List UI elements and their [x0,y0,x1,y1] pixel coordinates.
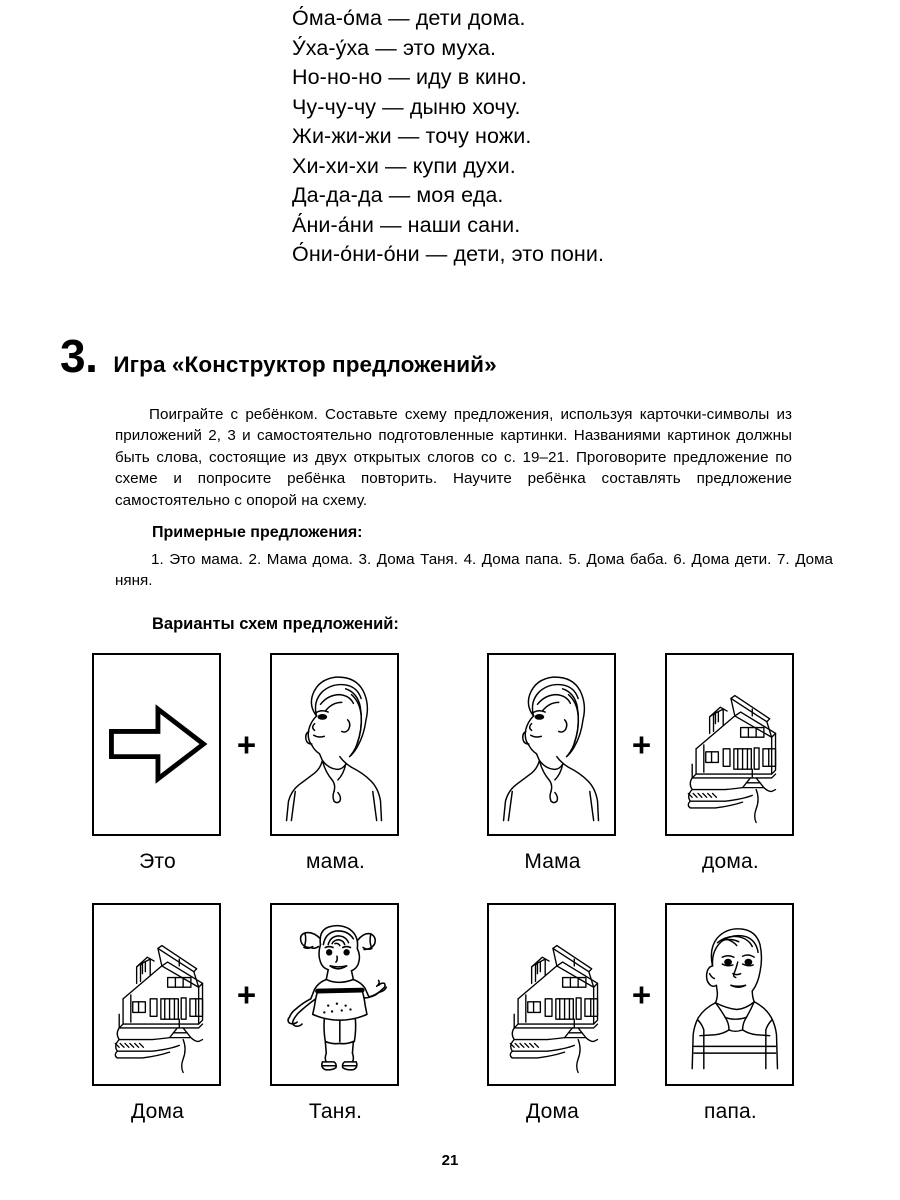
scheme-pair [92,903,412,1131]
plus-operator: + [236,726,257,763]
rhyme-line: Но-но-но — иду в кино. [292,65,528,89]
card-label: Это [139,850,176,873]
card-frame[interactable] [487,903,616,1086]
woman-profile-icon [272,655,397,834]
girl-icon [272,905,397,1084]
section-number: 3. [60,330,98,382]
scheme-card[interactable] [487,653,618,874]
scheme-card[interactable] [270,903,401,1124]
scheme-pair [487,653,807,881]
plus-operator: + [631,976,652,1013]
scheme-card[interactable] [487,903,618,1124]
scheme-row [0,903,900,1131]
card-label: Дома [130,1100,185,1123]
page-number: 21 [441,1152,459,1169]
plus-operator: + [631,726,652,763]
card-frame[interactable] [487,653,616,836]
scheme-pair [92,653,412,881]
rhyme-list [0,0,900,270]
card-frame[interactable] [270,653,399,836]
card-label: Дома [525,1100,580,1123]
card-frame[interactable] [270,903,399,1086]
scheme-card[interactable] [92,903,223,1124]
man-portrait-icon [667,905,792,1084]
rhyme-line: О́ни-о́ни-о́ни — дети, это пони. [292,242,605,266]
scheme-card[interactable] [665,653,796,874]
plus-operator: + [236,976,257,1013]
scheme-row [0,653,900,881]
house-icon [489,905,614,1084]
card-frame[interactable] [92,903,221,1086]
rhyme-line: О́ма-о́ма — дети дома. [292,6,526,30]
scheme-card[interactable] [92,653,223,874]
woman-profile-icon [489,655,614,834]
card-label: папа. [704,1100,757,1123]
instruction-paragraph: Поиграйте с ребёнком. Составьте схему предложения, используя карточки-символы из приложений 2, 3 и самостоятельно подготовленные картинки. Названиями картинок должны быть слова, состоящие из двух открытых слогов со с. 19–21. Проговорите предложение по схеме и попросите ребёнка повторить. Научите ребёнка составлять предложение самостоятельно с опорой на схему. [115,406,792,509]
section-heading [60,330,840,382]
examples-heading: Примерные предложения: [152,524,363,541]
rhyme-line: Да-да-да — моя еда. [292,183,504,207]
card-label: дома. [702,850,759,873]
house-icon [94,905,219,1084]
rhyme-line: Хи-хи-хи — купи духи. [292,153,516,178]
schemes-heading: Варианты схем предложений: [152,615,399,633]
card-label: Таня. [308,1100,363,1123]
rhyme-line: А́ни-а́ни — наши сани. [292,212,521,237]
card-frame[interactable] [665,653,794,836]
house-icon [667,655,792,834]
scheme-card[interactable] [665,903,796,1124]
rhyme-line: Чу-чу-чу — дыню хочу. [292,94,521,119]
card-frame[interactable] [665,903,794,1086]
scheme-pair [487,903,807,1131]
scheme-card[interactable] [270,653,401,874]
section-title: Игра «Конструктор предложений» [113,352,497,377]
card-frame[interactable] [92,653,221,836]
examples-text: 1. Это мама. 2. Мама дома. 3. Дома Таня. 4. Дома папа. 5. Дома баба. 6. Дома дети. 7. Дома няня. [115,551,833,590]
arrow-right-icon [94,655,219,834]
rhyme-line: Жи-жи-жи — точу ножи. [292,124,532,148]
card-label: Мама [524,850,581,873]
card-label: мама. [305,850,366,873]
rhyme-line: У́ха-у́ха — это муха. [292,35,497,60]
